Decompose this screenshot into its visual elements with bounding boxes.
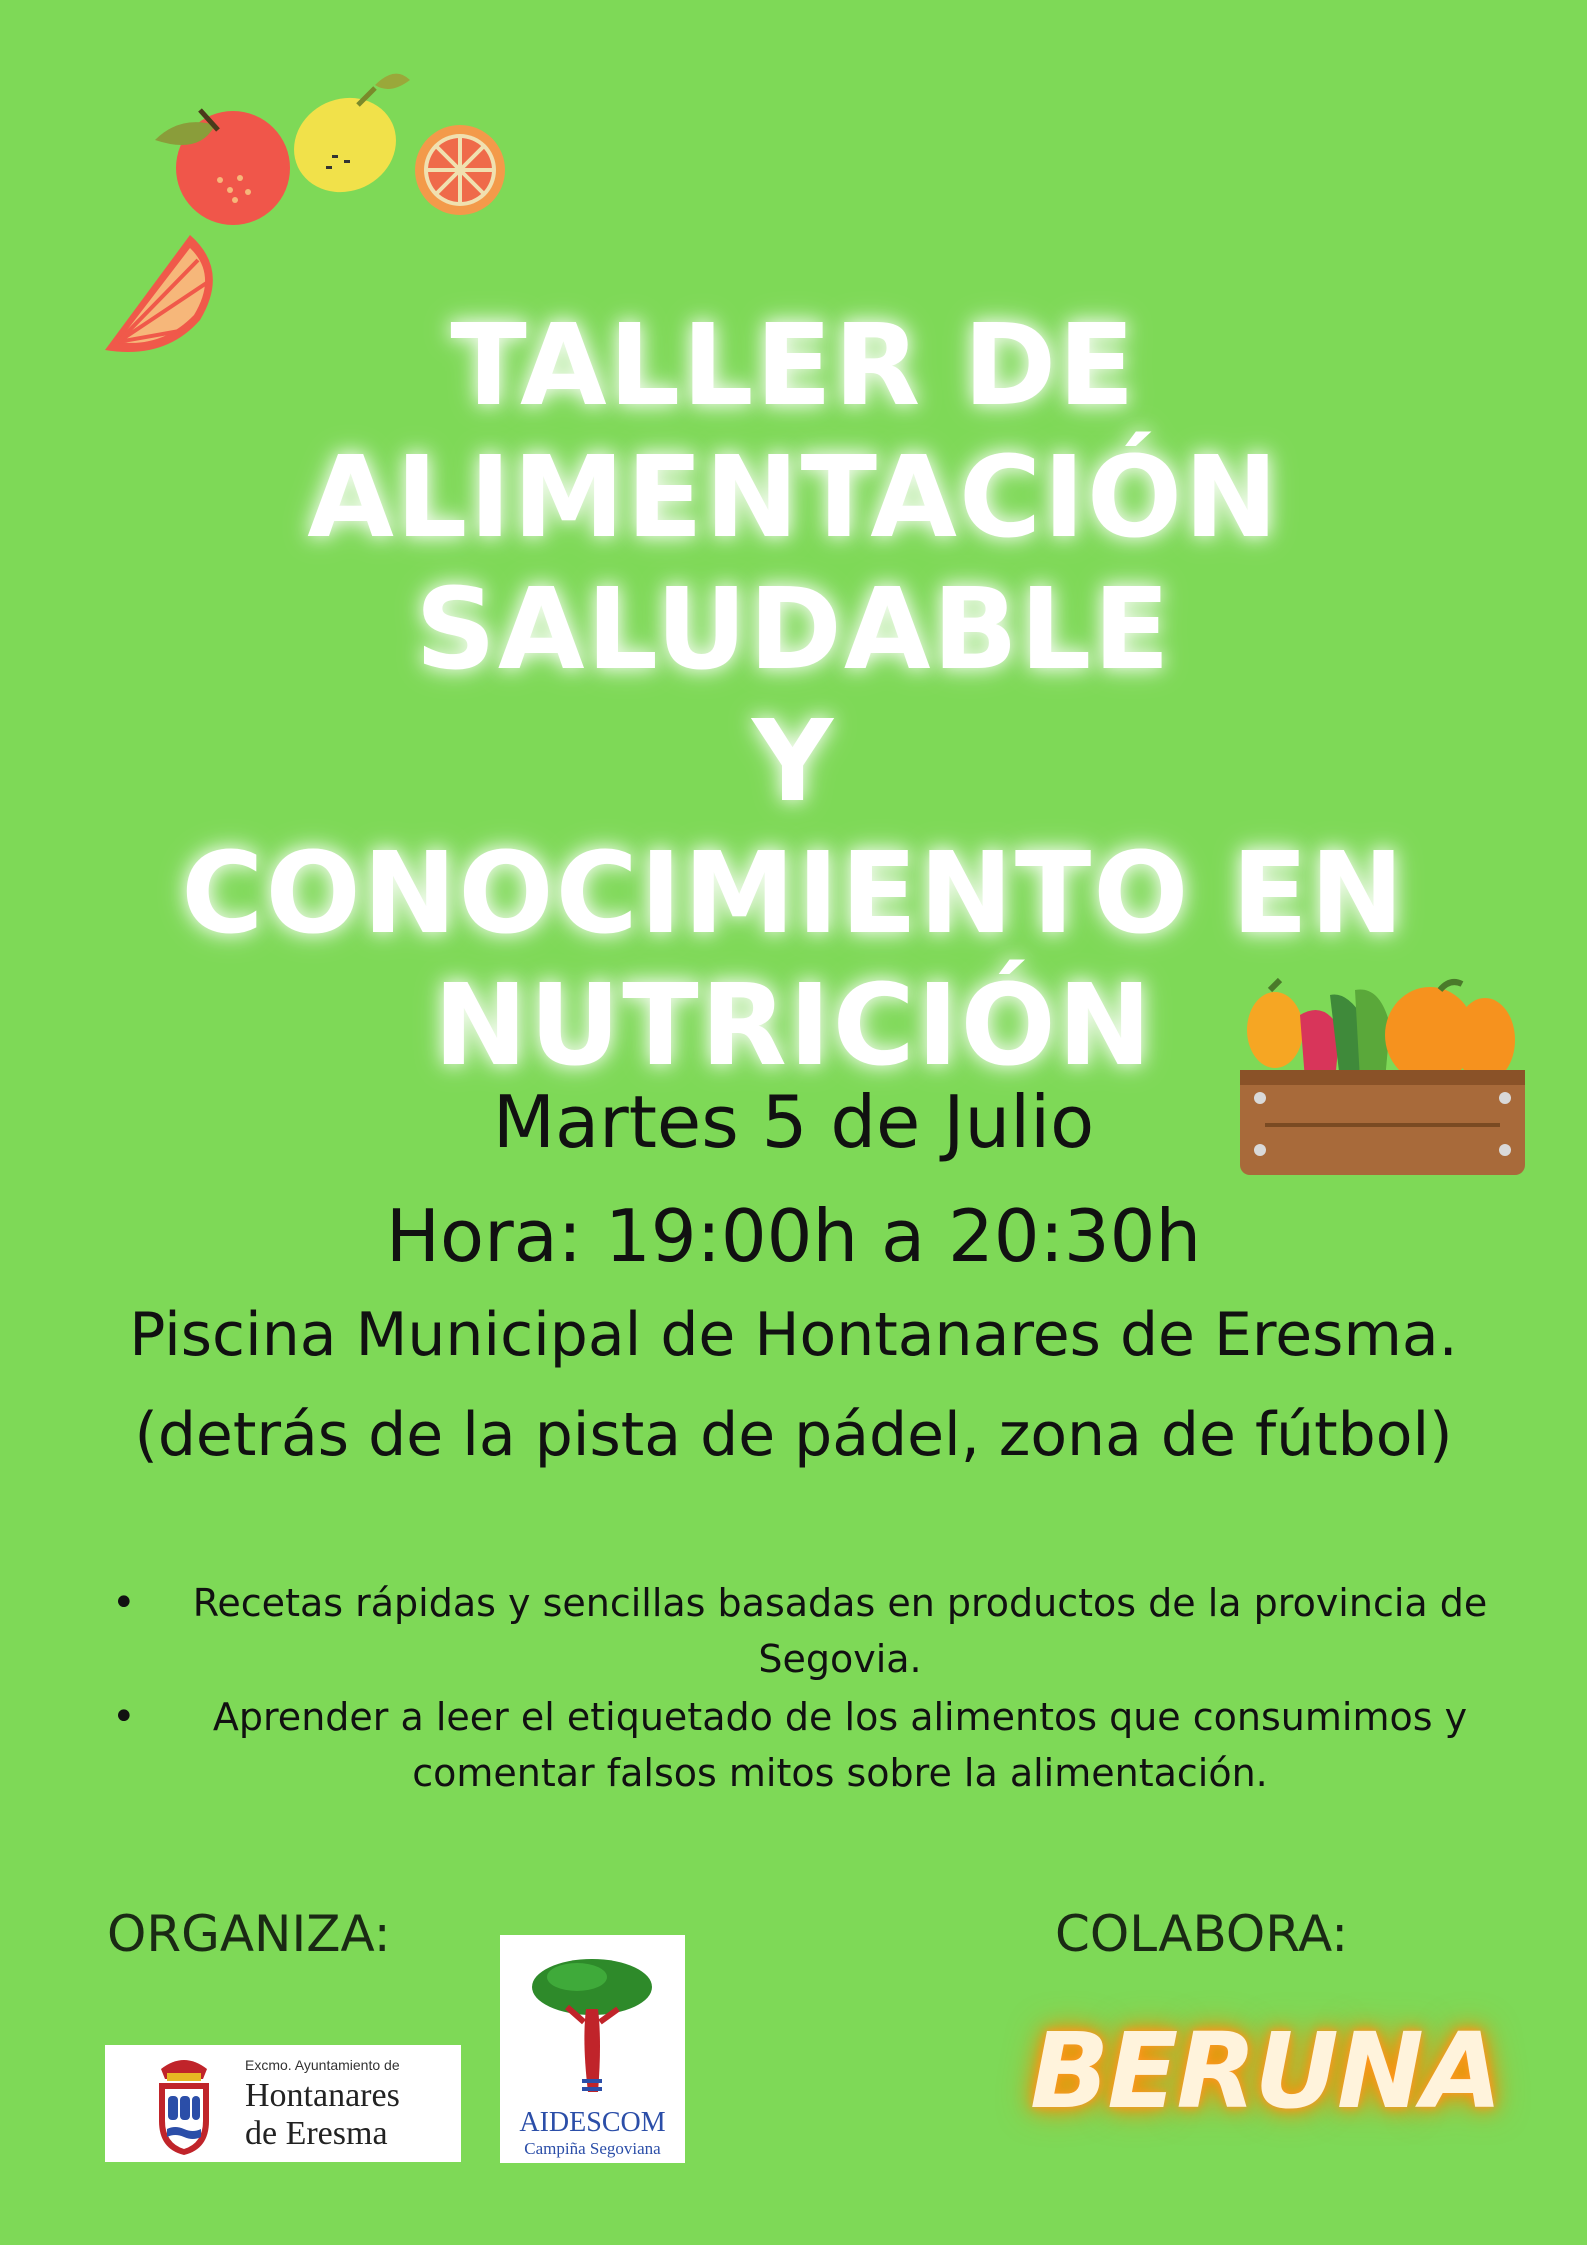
event-place: Piscina Municipal de Hontanares de Eresma. xyxy=(129,1300,1458,1370)
colabora-label: COLABORA: xyxy=(1055,1905,1349,1963)
grapefruit-slice-icon xyxy=(415,125,505,215)
bullet-icon: • xyxy=(112,1694,136,1740)
hontanares-name-line2: de Eresma xyxy=(245,2115,388,2152)
beruna-logo: BERUNA xyxy=(1030,2010,1501,2132)
title-line: ALIMENTACIÓN xyxy=(307,433,1280,563)
list-item-text: Recetas rápidas y sencillas basadas en productos de la provincia de Segovia. xyxy=(192,1581,1488,1681)
poster-title xyxy=(0,300,1587,1092)
bullet-list xyxy=(100,1575,1500,1801)
title-line: NUTRICIÓN xyxy=(433,961,1154,1091)
list-item xyxy=(100,1575,1500,1687)
hontanares-logo xyxy=(105,2045,461,2162)
title-line: SALUDABLE xyxy=(415,565,1172,695)
event-time: Hora: 19:00h a 20:30h xyxy=(385,1194,1202,1278)
apple-icon xyxy=(155,110,290,225)
event-date: Martes 5 de Julio xyxy=(492,1080,1095,1164)
organiza-label: ORGANIZA: xyxy=(107,1905,391,1963)
coat-of-arms-icon xyxy=(153,2051,215,2157)
list-item xyxy=(100,1689,1500,1801)
title-line: Y xyxy=(751,697,836,827)
hontanares-name: Hontanares xyxy=(245,2077,400,2114)
hontanares-small-text: Excmo. Ayuntamiento de xyxy=(245,2057,400,2073)
list-item-text: Aprender a leer el etiquetado de los alimentos que consumimos y comentar falsos mitos sobre la alimentación. xyxy=(212,1695,1468,1795)
event-place-note: (detrás de la pista de pádel, zona de fútbol) xyxy=(134,1400,1453,1470)
aidescom-subtitle: Campiña Segoviana xyxy=(524,2139,661,2158)
tree-icon xyxy=(522,1947,662,2097)
title-line: TALLER DE xyxy=(450,301,1137,431)
lemon-icon xyxy=(278,74,411,209)
aidescom-name: AIDESCOM xyxy=(519,2107,666,2138)
bullet-icon: • xyxy=(112,1580,136,1626)
title-line: CONOCIMIENTO EN xyxy=(181,829,1406,959)
aidescom-logo xyxy=(500,1935,685,2163)
